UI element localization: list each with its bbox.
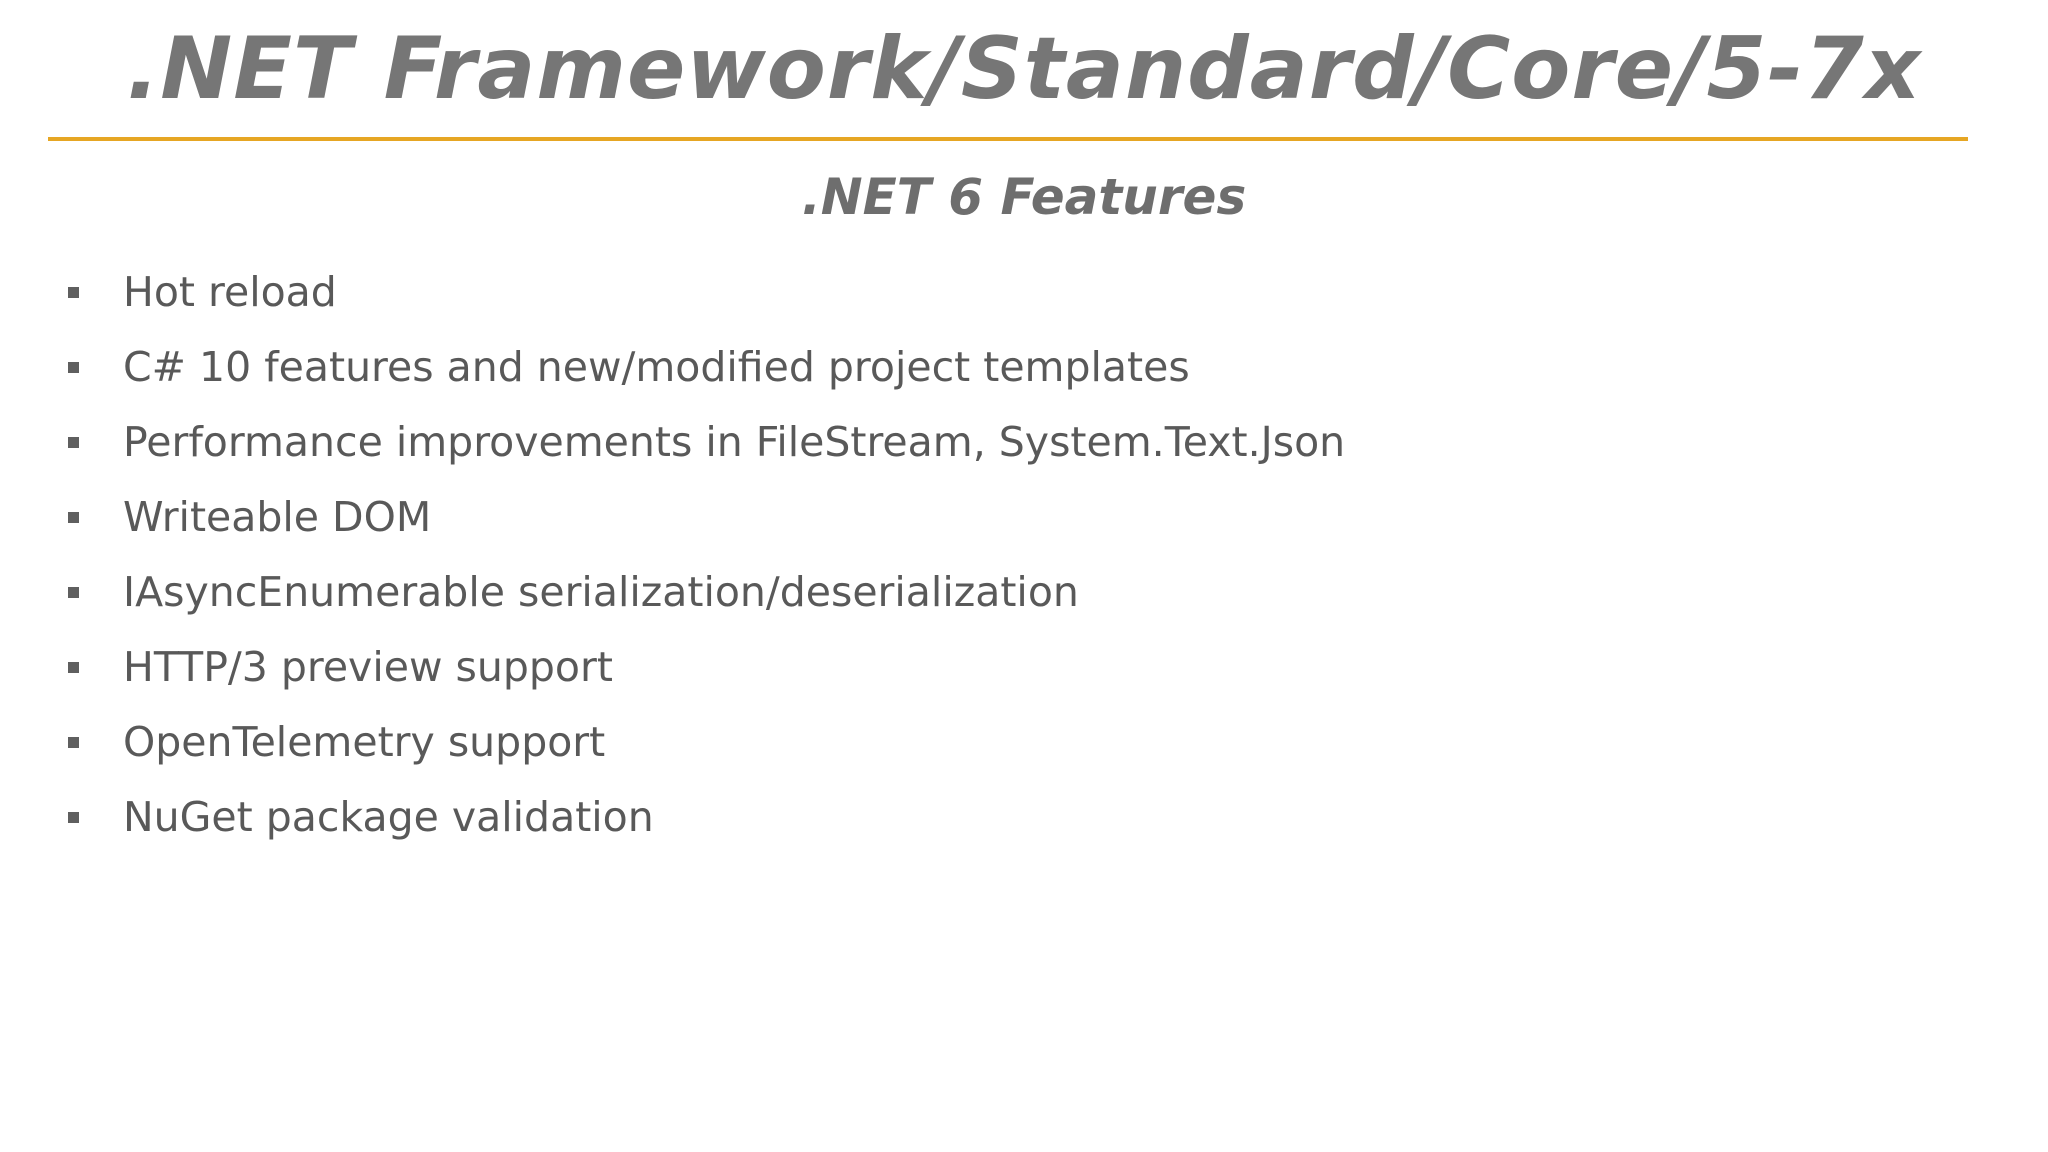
bullet-text: NuGet package validation — [123, 793, 654, 841]
list-item — [0, 780, 2048, 855]
square-bullet-icon — [68, 287, 79, 298]
slide-subtitle: .NET 6 Features — [801, 168, 1247, 226]
list-item — [0, 555, 2048, 630]
slide-title: .NET Framework/Standard/Core/5-7x — [126, 19, 1922, 119]
square-bullet-icon — [68, 662, 79, 673]
list-item — [0, 405, 2048, 480]
bullet-text: Performance improvements in FileStream, System.Text.Json — [123, 418, 1346, 466]
list-item — [0, 630, 2048, 705]
square-bullet-icon — [68, 587, 79, 598]
square-bullet-icon — [68, 437, 79, 448]
bullet-text: Writeable DOM — [123, 493, 432, 541]
bullet-text: Hot reload — [123, 268, 337, 316]
square-bullet-icon — [68, 512, 79, 523]
square-bullet-icon — [68, 812, 79, 823]
bullet-list — [0, 255, 2048, 855]
list-item — [0, 705, 2048, 780]
bullet-text: OpenTelemetry support — [123, 718, 606, 766]
square-bullet-icon — [68, 737, 79, 748]
bullet-text: IAsyncEnumerable serialization/deserialization — [123, 568, 1079, 616]
list-item — [0, 330, 2048, 405]
list-item — [0, 480, 2048, 555]
list-item — [0, 255, 2048, 330]
bullet-text: HTTP/3 preview support — [123, 643, 613, 691]
title-divider — [48, 137, 1968, 141]
square-bullet-icon — [68, 362, 79, 373]
bullet-text: C# 10 features and new/modified project templates — [123, 343, 1190, 391]
